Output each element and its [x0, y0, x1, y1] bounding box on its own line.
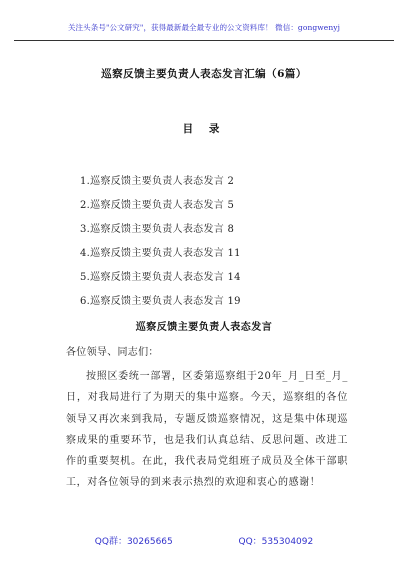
toc-item[interactable]: 4.巡察反馈主要负责人表态发言 11 [80, 248, 241, 259]
footer-qq-group: QQ群：30265665 [94, 537, 173, 547]
footer-qq: QQ：535304092 [238, 537, 314, 547]
toc-item[interactable]: 3.巡察反馈主要负责人表态发言 8 [80, 224, 235, 235]
document-title: 巡察反馈主要负责人表态发言汇编（6篇） [101, 68, 307, 80]
toc-item[interactable]: 5.巡察反馈主要负责人表态发言 14 [80, 272, 241, 283]
toc-item[interactable]: 6.巡察反馈主要负责人表态发言 19 [80, 296, 241, 307]
salutation: 各位领导、同志们： [66, 347, 159, 358]
section-title: 巡察反馈主要负责人表态发言 [135, 322, 273, 333]
footer [0, 534, 408, 547]
toc-item[interactable]: 1.巡察反馈主要负责人表态发言 2 [80, 176, 235, 187]
header-divider [14, 40, 394, 41]
toc-item[interactable]: 2.巡察反馈主要负责人表态发言 5 [80, 200, 235, 211]
header-banner: 关注头条号"公文研究"，获得最新最全最专业的公文资料库！ 微信：gongwenyj [67, 23, 341, 32]
table-of-contents [80, 170, 241, 314]
body-paragraph: 按照区委统一部署，区委第巡察组于20年_月_日至_月_日，对我局进行了为期天的集中巡察。今天，巡察组的各位领导又再次来到我局，专题反馈巡察情况，这是集中体现巡察成果的重要环节，也是我们认真总结、反思问题、改进工作的重要契机。在此，我代表局党组班子成员及全体干部职工，对各位领导的到来表示热烈的欢迎和衷心的感谢！ [66, 371, 348, 489]
toc-heading: 目 录 [182, 123, 226, 135]
